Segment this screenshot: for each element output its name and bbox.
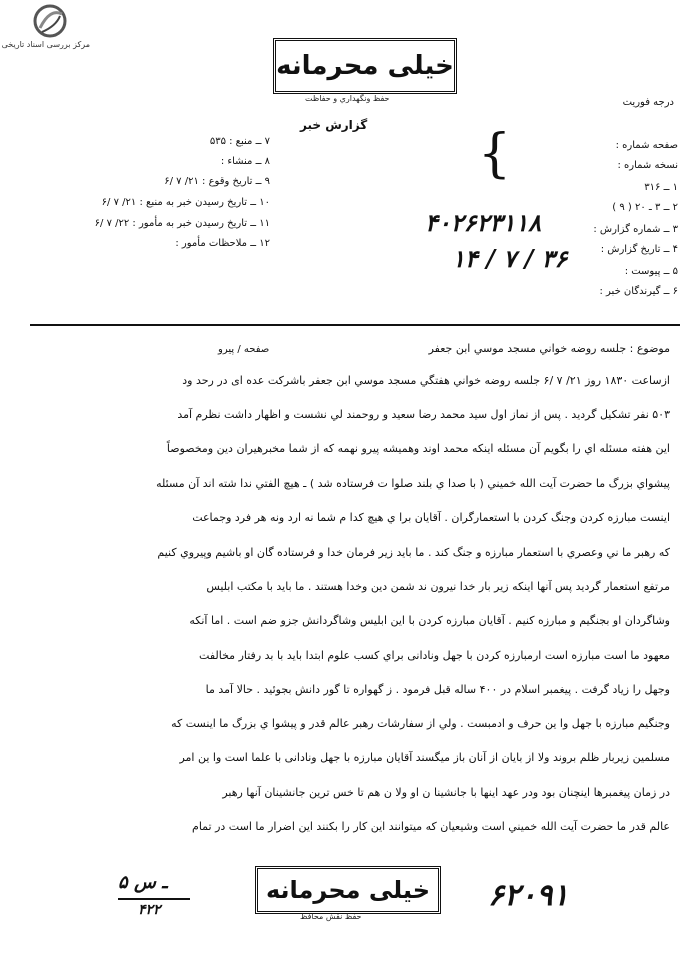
bottom-left-note-rule xyxy=(118,898,190,900)
logo-text: مرکز بررسی اسناد تاریخی xyxy=(1,40,90,49)
right-field-5: ۳ ــ شماره گزارش : xyxy=(593,224,678,235)
top-stamp-text: خیلی محرمانه xyxy=(276,51,454,81)
body-line-14: عالم قدر ما حضرت آيت الله خميني است وشيعيان كه ميتوانند اين كار را بكنند اين اضرار ما است در تمام xyxy=(192,820,670,833)
bottom-right-number: ۶۲۰۹۱ xyxy=(488,878,569,913)
left-field-5: ۱۱ ــ تاريخ رسيدن خبر به مأمور : ۲۲/ ۷ /۶ xyxy=(94,218,270,229)
bottom-left-note-top: ۵ ـ س xyxy=(118,872,168,893)
right-field-6: ۴ ــ تاريخ گزارش : xyxy=(600,244,678,255)
body-line-8: وشاگردان او بجنگيم و مبارزه كنيم . آقايان مبارزه كردن با اين ابليس وشاگردانش جزو ضم است . اما آنكه xyxy=(189,614,670,627)
left-field-2: ۸ ــ منشاء : xyxy=(220,156,270,167)
body-line-3: اين هفته مسئله اي را بگويم آن مسئله اينكه محمد اوند وهميشه پيرو نهمه كه از شما مخبرهيران دين ومخصوصاً xyxy=(166,442,670,455)
bottom-left-note-bottom: ۴۲۲ xyxy=(138,902,161,918)
right-field-3: ۱ ــ ۳۱۶ xyxy=(644,182,678,193)
handwritten-report-number: ۴۰۲۶۲۳۱۱۸ xyxy=(425,208,542,237)
page-label: صفحه / پيرو xyxy=(218,344,270,355)
body-line-4: پيشواي بزرگ ما حضرت آيت الله خميني ( با صدا ي بلند صلوا ت فرستاده شد ) ـ هيچ الفتي ندا شته اند آن مسئله xyxy=(156,477,670,490)
left-field-6: ۱۲ ــ ملاحظات مأمور : xyxy=(175,238,270,249)
body-line-7: مرتفع استعمار گرديد پس آنها اينكه زير بار خدا نيرون ند شمن دين وخدا هستند . ما بايد با مكتب ابليس xyxy=(206,580,670,593)
right-field-2: نسخه شماره : xyxy=(617,160,678,171)
body-line-11: وجنگيم مبارزه با جهل وا ين حرف و ادمبست . ولي از سفارشات رهبر عالم قدر و پيشوا ي بزرگ ما اينست كه xyxy=(171,717,670,730)
classification-label: درجه فوريت xyxy=(622,97,674,108)
right-field-8: ۶ ــ گيرندگان خبر : xyxy=(599,286,678,297)
body-line-12: مسلمين زيربار ظلم بروند ولا از بايان از آنان باز ميگسند آقايان مبارزه با جهل ونادانی با علما است وا ين امر xyxy=(179,751,670,764)
top-stamp-subtitle: حفظ ونگهداري و حفاظت xyxy=(305,94,390,103)
top-confidential-stamp xyxy=(273,38,457,94)
report-title: گزارش خبر xyxy=(300,118,368,132)
right-field-7: ۵ ــ پيوست : xyxy=(624,266,678,277)
left-field-1: ۷ ــ منبع : ۵۳۵ xyxy=(209,136,270,147)
body-line-5: اينست مبارزه كردن وجنگ كردن با استعمارگران . آقايان برا ي هيچ كدا م شما نه ارد ونه هر فرد وجماعت xyxy=(192,511,670,524)
handwritten-report-date: ۱۴ / ۷ / ۳۶ xyxy=(452,244,568,273)
body-line-10: وجهل را زياد گرفت . پيغمبر اسلام در ۴۰۰ ساله قبل فرمود . ز گهواره تا گور دانش بجوئيد . حالا آمد ما xyxy=(205,683,670,696)
header-separator xyxy=(30,324,680,326)
body-line-6: كه رهبر ما ني وعصري با استعمار مبارزه و جنگ كند . ما بايد زير فرمان خدا و فرستاده گان او باشيم وپيروي كنيم xyxy=(157,546,670,559)
handwritten-brace-mark: { xyxy=(478,124,512,184)
archive-logo xyxy=(1,4,90,49)
bottom-confidential-stamp xyxy=(255,866,441,914)
bottom-stamp-subtitle: حفظ نقش محافظ xyxy=(300,912,362,921)
subject-line: موضوع : جلسه روضه خواني مسجد موسي ابن جعفر xyxy=(428,342,670,355)
body-line-1: ازساعت ۱۸۳۰ روز ۲۱/ ۷ /۶ جلسه روضه خواني هفتگي مسجد موسي ابن جعفر باشركت عده ای در رحد ود xyxy=(182,374,670,387)
right-field-4: ۲ ــ ۳ ـ ۲۰ ( ۹ ) xyxy=(612,202,678,213)
bottom-stamp-text: خیلی محرمانه xyxy=(265,876,431,904)
body-line-9: معهود ما است مبارزه است ارمبارزه كردن با جهل ونادانی براي كسب علوم ابتدا بايد با بد رفتار مخالفت xyxy=(199,649,670,662)
archive-center-logo-icon xyxy=(30,4,70,38)
body-line-13: در زمان پيغمبرها اينچنان بود ودر عهد اينها با جانشينا ن او ولا ن هم تا خس ترين جانشينان آنها رهبر xyxy=(222,786,670,799)
left-field-4: ۱۰ ــ تاريخ رسيدن خبر به منبع : ۲۱/ ۷ /۶ xyxy=(101,197,270,208)
left-field-3: ۹ ــ تاريخ وقوع : ۲۱/ ۷ /۶ xyxy=(164,176,270,187)
right-field-1: صفحه شماره : xyxy=(615,140,678,151)
body-line-2: ۵۰۳ نفر تشكيل گرديد . پس از نماز اول سيد محمد رضا سعيد و روحمند لي نشست و اظهار داشت نظرم آمد xyxy=(177,408,670,421)
